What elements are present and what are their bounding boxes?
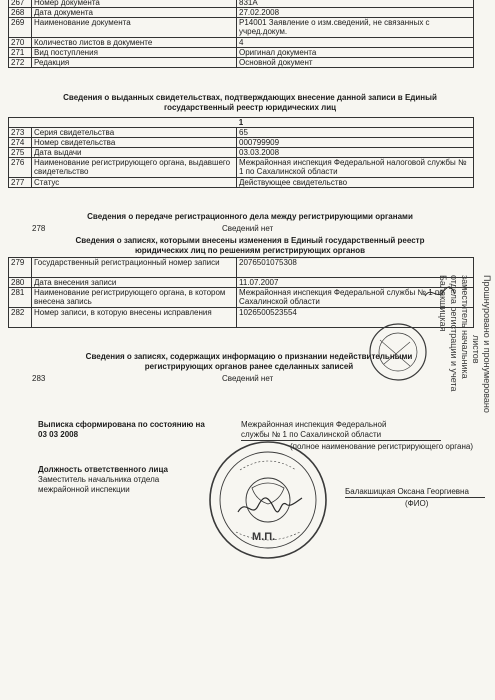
row-number: 271: [9, 48, 32, 58]
row-value: 000799909: [237, 138, 474, 148]
row-label: Серия свидетельства: [32, 128, 237, 138]
row-label: Количество листов в документе: [32, 38, 237, 48]
person-name: Балакшицкая Оксана Георгиевна: [345, 487, 485, 498]
row-value: Межрайонная инспекция Федеральной налоговой службы № 1 по Сахалинской области: [237, 158, 474, 178]
row-number: 272: [9, 58, 32, 68]
row-label: Вид поступления: [32, 48, 237, 58]
row-value: 11.07.2007: [237, 278, 474, 288]
side-seal-icon: [370, 324, 426, 380]
row-label: Дата документа: [32, 8, 237, 18]
row-number: 273: [9, 128, 32, 138]
row-number: 267: [9, 0, 32, 8]
row-number: 270: [9, 38, 32, 48]
row-value: 1026500523554: [237, 308, 474, 328]
row-number: 269: [9, 18, 32, 38]
row-label: Статус: [32, 178, 237, 188]
row-number: 280: [9, 278, 32, 288]
row-number: 282: [9, 308, 32, 328]
row-label: Номер записи, в которую внесены исправления: [32, 308, 237, 328]
row-value: Межрайонная инспекция Федеральной службы № 1 по Сахалинской области: [237, 288, 474, 308]
row-value: 27.02.2008: [237, 8, 474, 18]
organ-name: Межрайонная инспекция Федеральной службы № 1 по Сахалинской области: [241, 420, 441, 441]
row-value: 03.03.2008: [237, 148, 474, 158]
row-value: 65: [237, 128, 474, 138]
row-label: Номер свидетельства: [32, 138, 237, 148]
group-number: 1: [9, 118, 474, 128]
row-label: Наименование регистрирующего органа, в котором внесена запись: [32, 288, 237, 308]
row-number: 277: [9, 178, 32, 188]
transfer-code: 278: [32, 224, 46, 233]
position-block: Должность ответственного лица Заместитель начальника отдела межрайонной инспекции: [38, 465, 168, 494]
person-caption: (ФИО): [405, 499, 429, 508]
signature-icon: [238, 498, 302, 512]
row-label: Наименование документа: [32, 18, 237, 38]
changes-section-title: Сведения о записях, которыми внесены изменения в Единый государственный реестр юридических лиц по решениям регистрирующих органов: [75, 236, 425, 255]
row-label: Дата внесения записи: [32, 278, 237, 288]
invalid-section-title: Сведения о записях, содержащих информацию о признании недействительными регистрирующих органов ранее сделанных записей: [85, 352, 413, 371]
row-label: Дата выдачи: [32, 148, 237, 158]
certificates-section-title: Сведения о выданных свидетельствах, подтверждающих внесение данной записи в Единый государственный реестр юридических лиц: [63, 93, 437, 112]
row-label: Номер документа: [32, 0, 237, 8]
row-label: Наименование регистрирующего органа, выдавшего свидетельство: [32, 158, 237, 178]
row-value: Основной документ: [237, 58, 474, 68]
row-value: Р14001 Заявление о изм.сведений, не связанных с учред.докум.: [237, 18, 474, 38]
row-number: 274: [9, 138, 32, 148]
transfer-section-title: Сведения о передаче регистрационного дела между регистрирующими органами: [87, 212, 413, 221]
stamp-mp-text: М.П.: [252, 531, 276, 543]
side-note: Прошнуровано и пронумеровано листов заместитель начальника отдела регистрации и учета Балакшицкая: [438, 275, 492, 413]
row-value: Оригинал документа: [237, 48, 474, 58]
row-value: 831А: [237, 0, 474, 8]
organ-caption: (полное наименование регистрирующего органа): [290, 442, 473, 451]
invalid-code: 283: [32, 374, 46, 383]
invalid-nodata: Сведений нет: [222, 374, 274, 383]
row-number: 268: [9, 8, 32, 18]
row-value: 4: [237, 38, 474, 48]
side-signature-icon: [425, 287, 455, 296]
row-value: 2076501075308: [237, 258, 474, 278]
row-number: 279: [9, 258, 32, 278]
row-label: Редакция: [32, 58, 237, 68]
row-number: 281: [9, 288, 32, 308]
row-number: 276: [9, 158, 32, 178]
formed-label: Выписка сформирована по состоянию на 03 03 2008: [38, 420, 205, 439]
transfer-nodata: Сведений нет: [222, 224, 274, 233]
row-value: Действующее свидетельство: [237, 178, 474, 188]
row-label: Государственный регистрационный номер записи: [32, 258, 237, 278]
row-number: 275: [9, 148, 32, 158]
